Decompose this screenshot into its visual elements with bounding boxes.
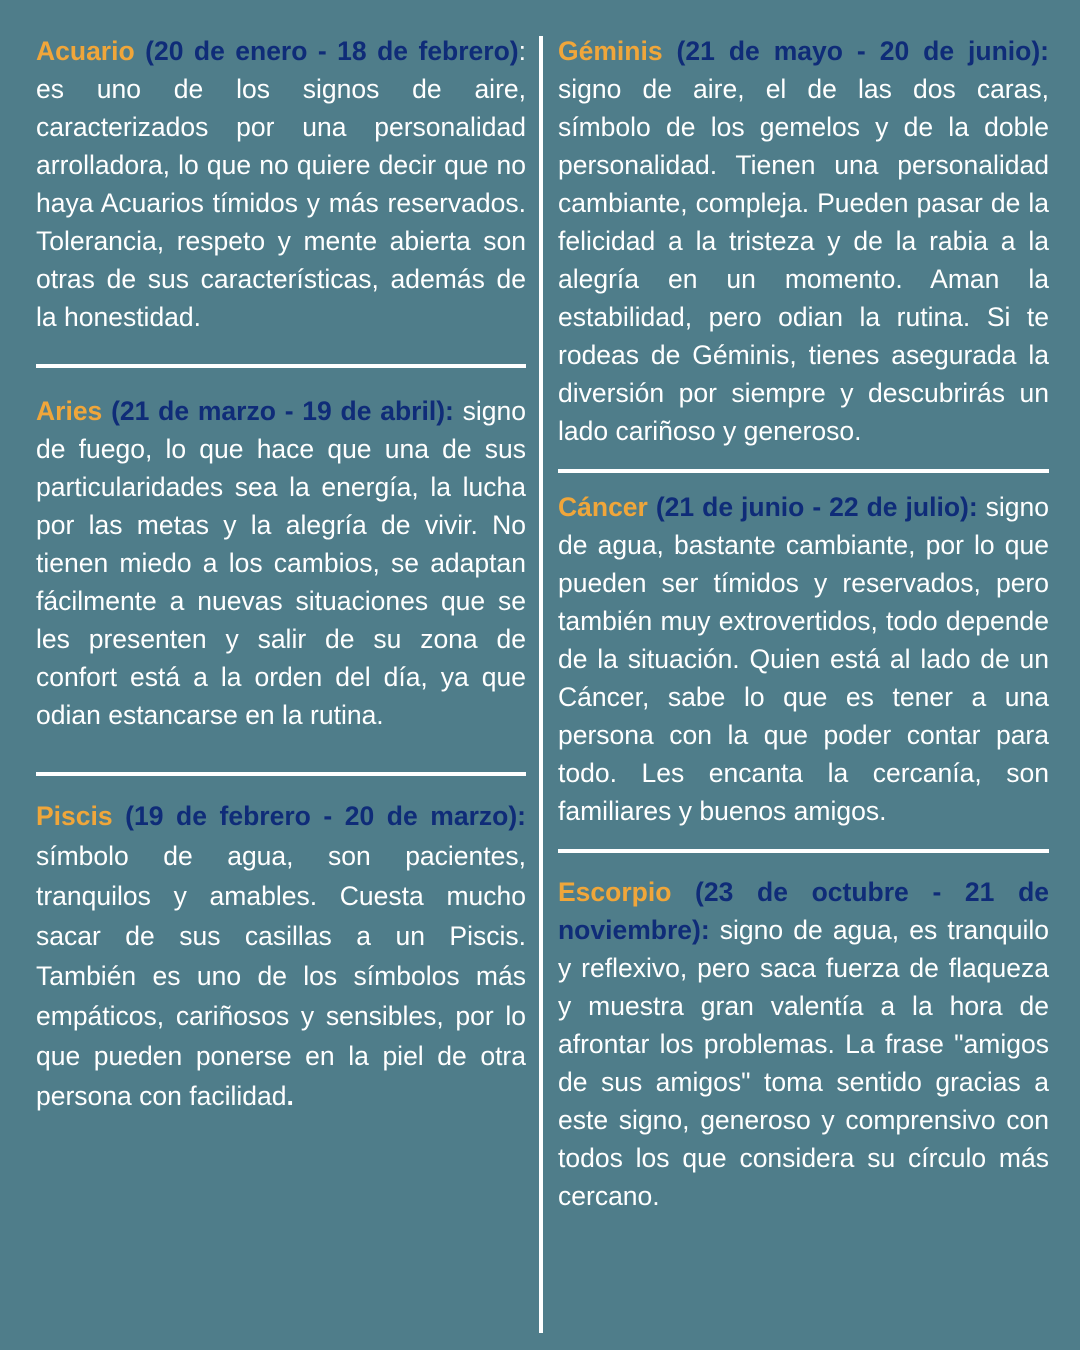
sign-dates: (23 de octubre - 21 de noviembre): [558, 877, 1049, 945]
section-divider [36, 772, 526, 776]
sign-name: Cáncer [558, 492, 648, 522]
sign-dates: (21 de marzo - 19 de abril): [102, 396, 454, 426]
section-divider [558, 849, 1049, 853]
entry-aries [36, 392, 526, 734]
sign-name: Acuario [36, 36, 135, 66]
entry-cancer [558, 488, 1049, 830]
end-period: . [286, 1081, 294, 1111]
column-divider [539, 36, 543, 1333]
entry-escorpio [558, 873, 1049, 1215]
sign-description: signo de agua, es tranquilo y reflexivo, pero saca fuerza de flaqueza y muestra gran valentía a la hora de afrontar los problemas. La frase "amigos de sus amigos" toma sentido gracias a este signo, generoso y comprensivo con todos los que considera su círculo más cercano. [558, 915, 1049, 1211]
sign-name: Piscis [36, 801, 113, 831]
left-column [36, 32, 526, 1116]
sign-description: signo de fuego, lo que hace que una de sus particularidades sea la energía, la lucha por las metas y la alegría de vivir. No tienen miedo a los cambios, se adaptan fácilmente a nuevas situaciones que se les presenten y salir de su zona de confort está a la orden del día, ya que odian estancarse en la rutina. [36, 396, 527, 730]
section-divider [558, 469, 1049, 473]
sign-dates: (20 de enero - 18 de febrero) [134, 36, 519, 66]
section-divider [36, 364, 526, 368]
sign-name: Aries [36, 396, 103, 426]
entry-geminis [558, 32, 1049, 450]
sign-description: : es uno de los signos de aire, caracterizados por una personalidad arrolladora, lo que no quiere decir que no haya Acuarios tímidos y más reservados. Tolerancia, respeto y mente abierta son otras de sus características, además de la honestidad. [36, 36, 526, 332]
entry-acuario [36, 32, 526, 336]
right-column [558, 32, 1049, 1215]
sign-dates: (21 de mayo - 20 de junio): [662, 36, 1049, 66]
sign-description: signo de agua, bastante cambiante, por lo que pueden ser tímidos y reservados, pero también muy extrovertidos, todo depende de la situación. Quien está al lado de un Cáncer, sabe lo que es tener a una persona con la que poder contar para todo. Les encanta la cercanía, son familiares y buenos amigos. [558, 492, 1049, 826]
sign-dates: (19 de febrero - 20 de marzo): [112, 801, 526, 831]
sign-name: Escorpio [558, 877, 672, 907]
sign-description: símbolo de agua, son pacientes, tranquilos y amables. Cuesta mucho sacar de sus casillas a un Piscis. También es uno de los símbolos más empáticos, cariñosos y sensibles, por lo que pueden ponerse en la piel de otra persona con facilidad [36, 841, 526, 1111]
sign-name: Géminis [558, 36, 663, 66]
sign-description: signo de aire, el de las dos caras, símbolo de los gemelos y de la doble personalidad. Tienen una personalidad cambiante, compleja. Pueden pasar de la felicidad a la tristeza y de la rabia a la alegría en un momento. Aman la estabilidad, pero odian la rutina. Si te rodeas de Géminis, tienes asegurada la diversión por siempre y descubrirás un lado cariñoso y generoso. [558, 74, 1049, 446]
sign-dates: (21 de junio - 22 de julio): [647, 492, 978, 522]
entry-piscis [36, 796, 526, 1116]
